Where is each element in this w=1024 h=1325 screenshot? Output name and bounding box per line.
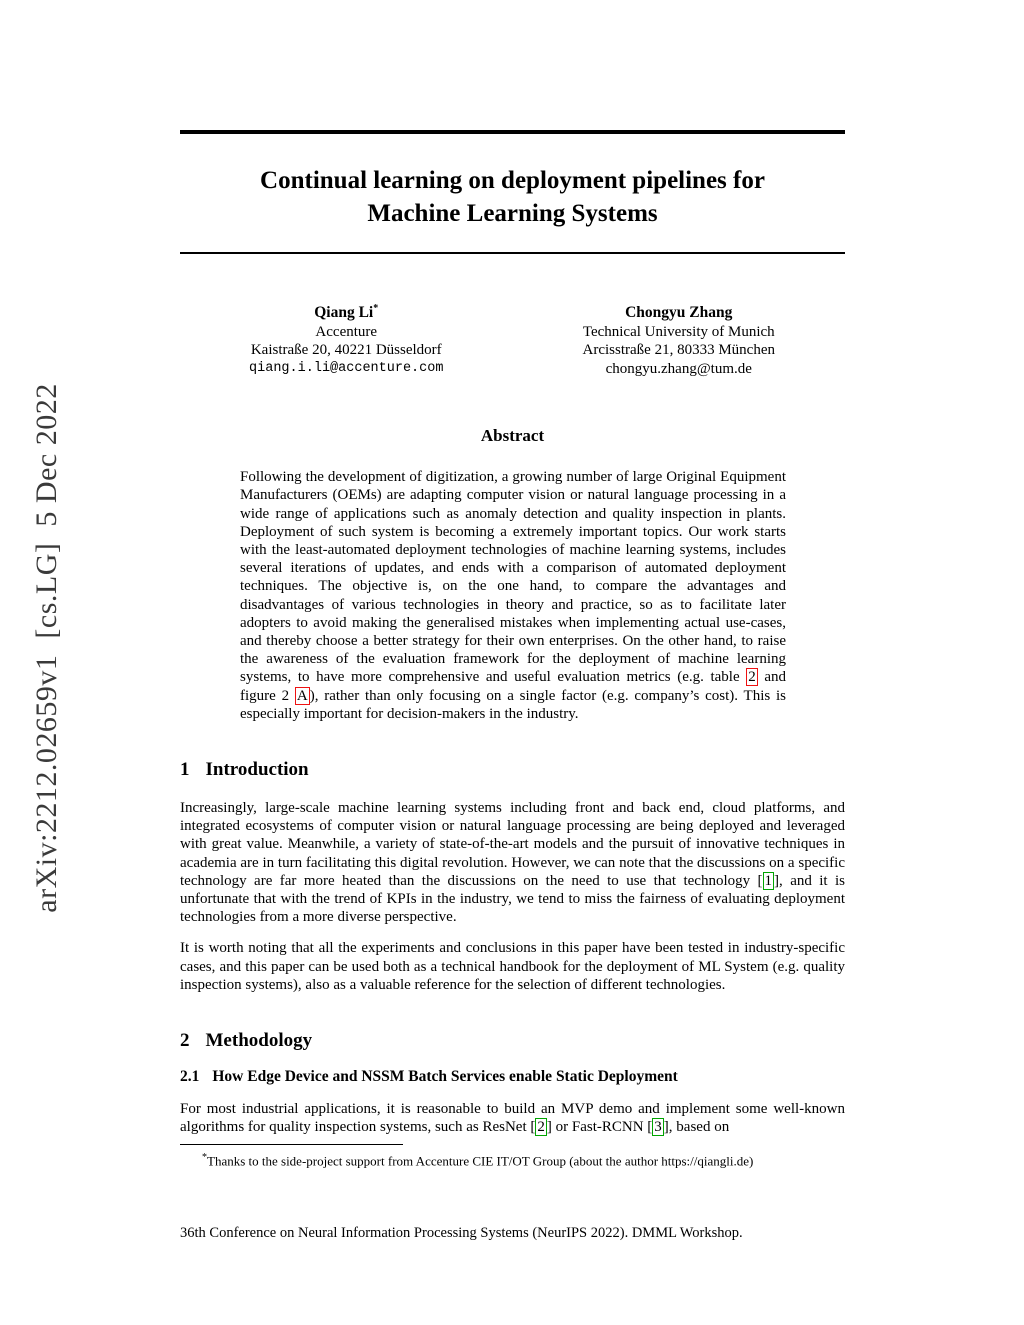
title-rule-bottom (180, 252, 845, 254)
footnote-mark: * (202, 1152, 207, 1164)
author-1-footnote-mark: * (373, 303, 379, 314)
author-2-email: chongyu.zhang@tum.de (605, 360, 752, 377)
footnote-text: Thanks to the side-project support from Accenture CIE IT/OT Group (about the author https://qiangli.de) (207, 1153, 754, 1169)
citation-2-link[interactable]: 2 (537, 1119, 545, 1136)
author-2-name-text: Chongyu Zhang (625, 304, 733, 322)
subsection-2-1-number: 2.1 (180, 1068, 200, 1086)
abstract-text-1: Following the development of digitization, a growing number of large Original Equipment Manufacturers (OEMs) are adapting computer vision or natural language processing in a wide range of applications such as anomaly detection and quality inspection in plants. Deployment of such system is becoming a extremely important topics. Our work starts with the least-automated deployment technologies of machine learning systems, includes several iterations of updates, and ends with a comparison of automated deployment techniques. The objective is, on the one hand, to compare the advantages and disadvantages of various technologies in theory and practice, so as to facilitate later adopters to avoid making the generalised mistakes when implementing actual use-cases, and thereby choose a better strategy for their own enterprises. On the other hand, to raise the awareness of the evaluation framework for the deployment of machine learning systems, to have more comprehensive and useful evaluation metrics (e.g. table (240, 469, 786, 686)
author-section (180, 300, 845, 378)
author-2-name (513, 300, 846, 323)
methodology-p1-text-3: ], based on (663, 1119, 730, 1136)
citation-1-link[interactable]: 1 (764, 872, 773, 889)
author-block-1 (180, 300, 513, 378)
intro-paragraph-2: It is worth noting that all the experiments and conclusions in this paper have been tested in industry-specific cases, and this paper can be used both as a technical handbook for the deployment of ML System (e.g. quality inspection systems), also as a valuable reference for the selection of different technologies. (180, 940, 845, 993)
methodology-paragraph-1 (180, 1100, 845, 1136)
arxiv-stamp: arXiv:2212.02659v1 [cs.LG] 5 Dec 2022 (30, 383, 63, 913)
intro-paragraph-1 (180, 799, 845, 926)
paper-title-line2: Machine Learning Systems (367, 200, 658, 227)
subsection-heading-2-1 (180, 1068, 845, 1086)
section-2-title: Methodology (205, 1030, 313, 1052)
table-2-reference-link[interactable]: 2 (748, 669, 756, 686)
figure-2a-reference-link[interactable]: A (296, 687, 308, 704)
intro-p1-text-1: Increasingly, large-scale machine learning systems including front and back end, cloud platforms, and integrated ecosystems of computer vision or natural language processing are being deployed and leveraged with great value. Meanwhile, a variety of state-of-the-art models and the pursuit of innovative techniques in academia are in turn facilitating this digital revolution. However, we can note that the discussions on a specific technology are far more heated than the discussions on the need to use that technology [ (180, 800, 845, 889)
section-1-title: Introduction (205, 759, 309, 780)
author-1-address: Kaistraße 20, 40221 Düsseldorf (250, 342, 442, 359)
subsection-2-1-title: How Edge Device and NSSM Batch Services enable Static Deployment (212, 1068, 678, 1086)
abstract-text-3: ), rather than only focusing on a single factor (e.g. company’s cost). This is especially important for decision-makers in the industry. (240, 687, 786, 722)
paper-content-column (180, 0, 845, 1170)
footnote (180, 1150, 845, 1169)
author-1-affiliation: Accenture (315, 323, 378, 340)
author-block-2 (513, 300, 846, 378)
abstract-heading: Abstract (480, 426, 545, 446)
paper-title-line1: Continual learning on deployment pipelines for (260, 167, 765, 194)
abstract-paragraph (240, 468, 786, 723)
methodology-p1-text-2: ] or Fast-RCNN [ (546, 1119, 653, 1136)
author-2-address: Arcisstraße 21, 80333 München (582, 342, 775, 359)
title-rule-top (180, 130, 845, 134)
methodology-p1-text-1: For most industrial applications, it is reasonable to build an MVP demo and implement some well-known algorithms for quality inspection systems, such as ResNet [ (180, 1101, 845, 1136)
section-heading-methodology (180, 1030, 845, 1052)
footnote-rule (180, 1144, 403, 1145)
paper-title (180, 164, 845, 230)
section-heading-introduction (180, 759, 845, 781)
author-1-email: qiang.i.li@accenture.com (249, 360, 444, 376)
author-2-affiliation: Technical University of Munich (582, 323, 775, 340)
section-1-number: 1 (180, 759, 190, 780)
citation-3-link[interactable]: 3 (654, 1119, 662, 1136)
section-2-number: 2 (180, 1030, 190, 1052)
author-1-name (180, 300, 513, 323)
intro-p1-text-2: ], and it is unfortunate that with the trend of KPIs in the industry, we tend to miss the fairness of evaluating deployment technologies from a more diverse perspective. (180, 872, 845, 926)
abstract-text-2: and figure 2 (240, 669, 786, 704)
conference-footer: 36th Conference on Neural Information Processing Systems (NeurIPS 2022). DMML Workshop. (180, 1225, 743, 1241)
author-1-name-text: Qiang Li (314, 304, 374, 322)
